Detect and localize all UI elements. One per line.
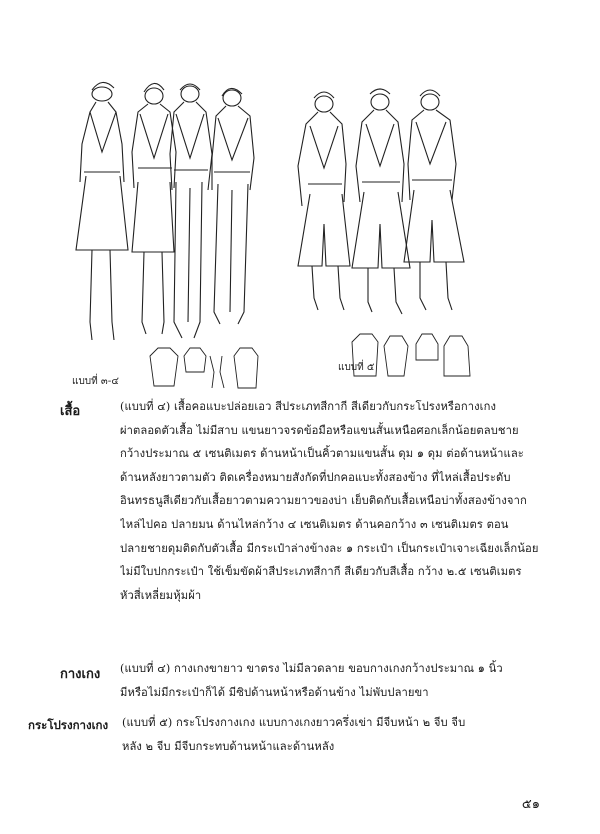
figure-trousers-4 [212,88,254,324]
culottes-description [122,711,542,758]
culottes-line: (แบบที่ ๕) กระโปรงกางเกง แบบกางเกงยาวครึ่งเข่า มีจีบหน้า ๒ จีบ จีบ [122,716,466,729]
trousers-line: มีหรือไม่มีกระเป๋าก็ได้ มีซิปด้านหน้าหรือด้านข้าง ไม่พับปลายขา [120,685,429,699]
term-shirt: เสื้อ [60,404,81,419]
shirt-line: ด้านหลังยาวตามตัว ติดเครื่องหมายสังกัดที่ปกคอแบะทั้งสองข้าง ที่ไหล่เสื้อประดับ [120,470,511,484]
shirt-line: (แบบที่ ๔) เสื้อคอแบะปล่อยเอว สีประเภทสีกากี สีเดียวกับกระโปรงหรือกางเกง [120,400,497,413]
shirt-description [120,395,540,607]
figure-culottes-1 [298,92,350,310]
trousers-line: (แบบที่ ๔) กางเกงขายาว ขาตรง ไม่มีลวดลาย ขอบกางเกงกว้างประมาณ ๑ นิ้ว [120,662,503,675]
culottes-line: หลัง ๒ จีบ มีจีบกระทบด้านหน้าและด้านหลัง [122,739,335,753]
figure-trousers-3 [170,84,212,338]
shirt-line: ผ่าตลอดตัวเสื้อ ไม่มีสาบ แขนยาวจรดข้อมือหรือแขนสั้นเหนือศอกเล็กน้อยตลบชาย [120,423,519,437]
trousers-description [120,657,540,704]
shirt-line: อินทรธนูสีเดียวกับเสื้อยาวตามความยาวของบ่า เย็บติดกับเสื้อเหนือบ่าทั้งสองข้างจาก [120,494,527,508]
figure-caption-right: แบบที่ ๕ [338,362,375,373]
shirt-line: ปลายชายดุมติดกับตัวเสื้อ มีกระเป๋าล่างข้างละ ๑ กระเป๋า เป็นกระเป๋าเจาะเฉียงเล็กน้อย [120,541,539,555]
figure-jacket-2 [132,83,176,334]
shirt-line: ไหล่ไปคอ ปลายมน ด้านไหล่กว้าง ๔ เซนติเมตร ด้านคอกว้าง ๓ เซนติเมตร ตอน [120,517,509,531]
term-culottes: กระโปรงกางเกง [28,718,109,732]
figure-culottes-3 [404,90,464,310]
page-number: ๕๑ [521,797,540,812]
uniform-illustration-style-5 [292,84,480,380]
shirt-line: หัวสี่เหลี่ยมหุ้มผ้า [120,588,202,602]
figure-caption-left: แบบที่ ๓-๔ [72,376,119,387]
term-trousers: กางเกง [60,667,101,682]
uniform-illustration-style-3-4 [62,72,288,390]
figure-culottes-2 [352,89,410,314]
shirt-line: กว้างประมาณ ๕ เซนติเมตร ด้านหน้าเป็นคิ้วตามแขนสั้น ดุม ๑ ดุม ต่อด้านหน้าและ [120,447,524,461]
shirt-line: ไม่มีใบปกกระเป๋า ใช้เข็มขัดผ้าสีประเภทสีกากี สีเดียวกับสีเสื้อ กว้าง ๒.๕ เซนติเมตร [120,565,522,579]
garment-flats [150,348,258,388]
figure-skirt-1 [76,82,128,340]
